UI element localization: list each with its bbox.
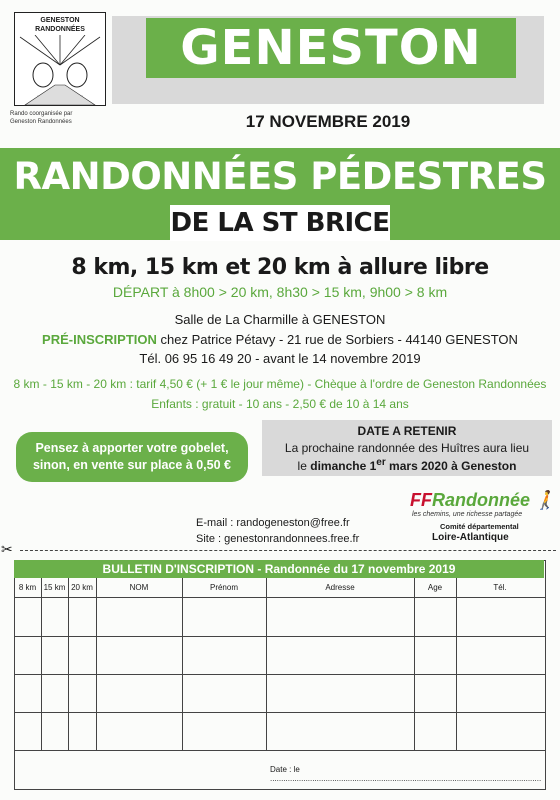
cup-reminder-box xyxy=(16,432,248,482)
preinscription-phone: Tél. 06 95 16 49 20 - avant le 14 novembre 2019 xyxy=(139,351,421,366)
venue: Salle de La Charmille à GENESTON xyxy=(174,312,386,327)
column-header-age: Age xyxy=(427,583,443,592)
ffr-name: Randonnée xyxy=(432,490,531,510)
table-row-divider xyxy=(14,636,546,637)
scissors-icon: ✂ xyxy=(1,541,13,557)
cup-reminder-line-1: Pensez à apporter votre gobelet, xyxy=(35,441,229,455)
cup-reminder-line-2: sinon, en vente sur place à 0,50 € xyxy=(32,458,231,472)
logo-caption xyxy=(10,110,72,126)
save-the-date-prefix: le xyxy=(297,459,311,473)
cut-line xyxy=(20,550,556,551)
departure-times: DÉPART à 8h00 > 20 km, 8h30 > 15 km, 9h00 > 8 km xyxy=(112,284,448,300)
registration-form-title: BULLETIN D'INSCRIPTION - Randonnée du 17 novembre 2019 xyxy=(14,560,544,578)
logo-line-2: RANDONNÉES xyxy=(35,26,85,33)
save-the-date-rest: mars 2020 à Geneston xyxy=(385,459,517,473)
distances-heading: 8 km, 15 km et 20 km à allure libre xyxy=(71,255,489,280)
ffr-tagline: les chemins, une richesse partagée xyxy=(412,511,523,518)
table-column-divider xyxy=(182,578,183,750)
logo-caption-line-2: Geneston Randonnées xyxy=(10,119,72,125)
save-the-date-title: DATE A RETENIR xyxy=(357,424,457,438)
save-the-date-line-3 xyxy=(262,457,552,473)
registration-form xyxy=(14,560,546,790)
hiker-icon: 🚶 xyxy=(534,490,557,510)
preinscription-address: chez Patrice Pétavy - 21 rue de Sorbiers - 44140 GENESTON xyxy=(156,332,518,347)
page-title: GENESTON xyxy=(146,18,516,78)
geneston-randonnees-logo xyxy=(14,12,106,106)
tarif-adult: 8 km - 15 km - 20 km : tarif 4,50 € (+ 1 € le jour même) - Chèque à l'ordre de Geneston Randonnées xyxy=(13,377,547,391)
table-column-divider xyxy=(96,578,97,750)
event-date: 17 NOVEMBRE 2019 xyxy=(245,112,411,131)
logo-line-1: GENESTON xyxy=(40,17,80,24)
footprints-icon xyxy=(15,35,105,105)
column-header-20km: 20 km xyxy=(71,583,93,592)
column-header-nom: NOM xyxy=(129,583,149,592)
column-header-15km: 15 km xyxy=(43,583,66,592)
logo-caption-line-1: Rando coorganisée par xyxy=(10,111,73,117)
ffr-ff: FF xyxy=(410,490,432,510)
tarif-children: Enfants : gratuit - 10 ans - 2,50 € de 10 à 14 ans xyxy=(151,397,409,411)
table-column-divider xyxy=(414,578,415,750)
date-label: Date : le xyxy=(270,765,300,774)
table-column-divider xyxy=(68,578,69,750)
banner-title: RANDONNÉES PÉDESTRES xyxy=(13,155,547,198)
contact-website: Site : genestonrandonnees.free.fr xyxy=(196,533,360,545)
column-header-tel: Tél. xyxy=(493,583,507,592)
signature-date-field[interactable]: Date : le .......................................................................................................................... xyxy=(270,765,542,783)
table-column-divider xyxy=(266,578,267,750)
save-the-date-day: dimanche 1 xyxy=(310,459,377,473)
table-header-divider xyxy=(14,597,546,598)
ffr-comite: Comité départemental xyxy=(440,522,519,531)
column-header-prenom: Prénom xyxy=(209,583,238,592)
save-the-date-line-2: La prochaine randonnée des Huîtres aura lieu xyxy=(284,441,530,455)
banner-subtitle: DE LA ST BRICE xyxy=(170,205,390,241)
table-row-divider xyxy=(14,712,546,713)
logo-title xyxy=(15,16,105,34)
table-row-divider xyxy=(14,674,546,675)
ffrandonnee-logo xyxy=(410,490,556,511)
table-column-divider xyxy=(41,578,42,750)
table-column-divider xyxy=(456,578,457,750)
ffr-region: Loire-Atlantique xyxy=(432,532,509,543)
preinscription xyxy=(0,332,560,347)
column-header-adresse: Adresse xyxy=(325,583,355,592)
table-row-divider xyxy=(14,750,546,751)
preinscription-label: PRÉ-INSCRIPTION xyxy=(42,332,157,347)
save-the-date-ordinal: er xyxy=(376,457,386,468)
column-header-8km: 8 km xyxy=(18,583,37,592)
contact-email: E-mail : randogeneston@free.fr xyxy=(196,517,350,529)
